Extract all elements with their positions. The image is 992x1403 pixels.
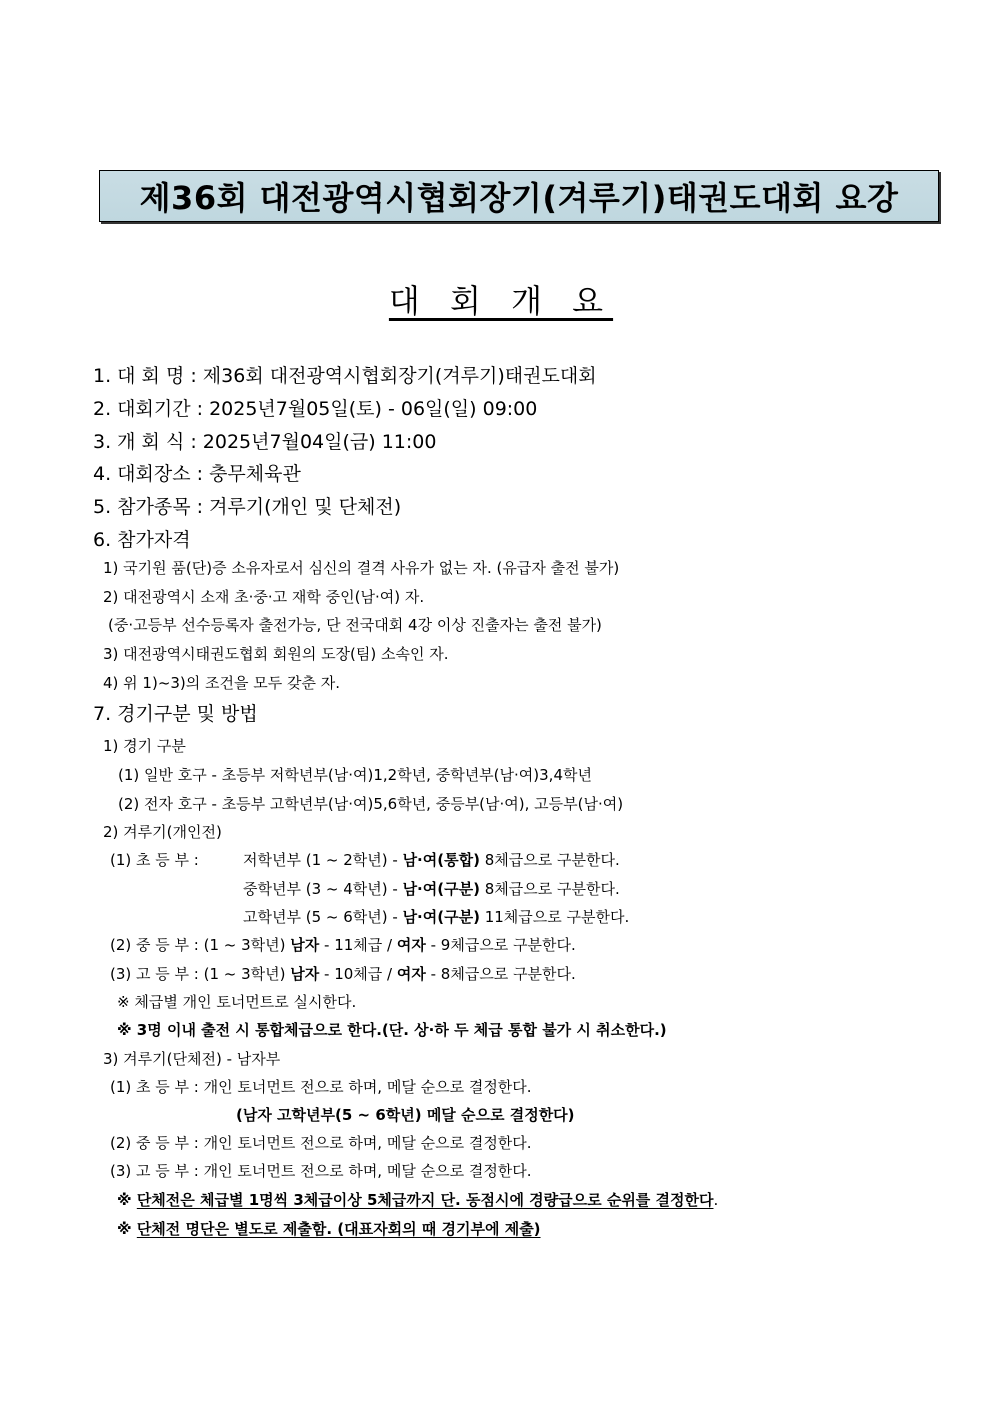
eligibility-2-note: (중·고등부 선수등록자 출전가능, 단 전국대회 4강 이상 진출자는 출전 불가) [108, 616, 602, 634]
note-period: . [713, 1191, 719, 1209]
male-label: 남자 [290, 936, 320, 954]
item-event-name: 1. 대 회 명 : 제36회 대전광역시협회장기(겨루기)태권도대회 [93, 365, 597, 387]
male-classes: - 11체급 / [319, 936, 397, 954]
individual-title: 2) 겨루기(개인전) [103, 823, 222, 841]
individual-row-2 [243, 878, 620, 899]
label: (3) 고 등 부 : (1 ~ 3학년) [110, 965, 291, 983]
male-classes: - 10체급 / [319, 965, 397, 983]
weight-classes: 8체급으로 구분한다. [479, 880, 620, 898]
division-title: 1) 경기 구분 [103, 737, 186, 755]
note-mark: ※ [117, 1191, 137, 1209]
female-label: 여자 [396, 936, 426, 954]
note-text: 단체전은 체급별 1명씩 3체급이상 5체급까지 단. 동점시에 경량급으로 순위를 결정한다 [136, 1191, 714, 1209]
item-eligibility: 6. 참가자격 [93, 529, 191, 551]
section-heading [0, 276, 992, 322]
team-elementary-note: (남자 고학년부(5 ~ 6학년) 메달 순으로 결정한다) [236, 1106, 575, 1124]
grade-range: 저학년부 (1 ~ 2학년) - [243, 851, 403, 869]
item-opening: 3. 개 회 식 : 2025년7월04일(금) 11:00 [93, 431, 437, 453]
individual-middle [110, 934, 576, 955]
individual-elementary-label: (1) 초 등 부 : [110, 851, 199, 869]
division-1: (1) 일반 호구 - 초등부 저학년부(남·여)1,2학년, 중학년부(남·여)3,4학년 [118, 766, 592, 784]
female-label: 여자 [396, 965, 426, 983]
gender-rule: 남·여(통합) [402, 851, 480, 869]
label: (2) 중 등 부 : (1 ~ 3학년) [110, 936, 291, 954]
division-2: (2) 전자 호구 - 초등부 고학년부(남·여)5,6학년, 중등부(남·여), 고등부(남·여) [118, 795, 624, 813]
individual-note-1: ※ 체급별 개인 토너먼트로 실시한다. [117, 993, 357, 1011]
item-events: 5. 참가종목 : 겨루기(개인 및 단체전) [93, 496, 402, 518]
grade-range: 중학년부 (3 ~ 4학년) - [243, 880, 403, 898]
team-note-2 [117, 1218, 541, 1239]
team-title: 3) 겨루기(단체전) - 남자부 [103, 1050, 281, 1068]
eligibility-2: 2) 대전광역시 소재 초·중·고 재학 중인(남·여) 자. [103, 588, 425, 606]
weight-classes: 11체급으로 구분한다. [479, 908, 630, 926]
document-title: 제36회 대전광역시협회장기(겨루기)태권도대회 요강 [139, 179, 899, 217]
female-classes: - 8체급으로 구분한다. [425, 965, 576, 983]
individual-row-1 [243, 849, 620, 870]
item-venue: 4. 대회장소 : 충무체육관 [93, 463, 301, 485]
weight-classes: 8체급으로 구분한다. [479, 851, 620, 869]
eligibility-3: 3) 대전광역시태권도협회 회원의 도장(팀) 소속인 자. [103, 645, 449, 663]
title-banner [99, 170, 939, 222]
female-classes: - 9체급으로 구분한다. [425, 936, 576, 954]
heading-text: 대 회 개 요 [388, 282, 614, 320]
section-competition: 7. 경기구분 및 방법 [93, 703, 258, 725]
individual-high [110, 963, 576, 984]
grade-range: 고학년부 (5 ~ 6학년) - [243, 908, 403, 926]
note-text: 단체전 명단은 별도로 제출함. (대표자회의 때 경기부에 제출) [136, 1220, 541, 1238]
team-elementary: (1) 초 등 부 : 개인 토너먼트 전으로 하며, 메달 순으로 결정한다. [110, 1078, 532, 1096]
team-note-1 [117, 1189, 718, 1210]
note-mark: ※ [117, 1220, 137, 1238]
eligibility-1: 1) 국기원 품(단)증 소유자로서 심신의 결격 사유가 없는 자. (유급자 출전 불가) [103, 559, 620, 577]
gender-rule: 남·여(구분) [402, 908, 480, 926]
gender-rule: 남·여(구분) [402, 880, 480, 898]
team-high: (3) 고 등 부 : 개인 토너먼트 전으로 하며, 메달 순으로 결정한다. [110, 1162, 532, 1180]
item-period: 2. 대회기간 : 2025년7월05일(토) - 06일(일) 09:00 [93, 398, 538, 420]
team-middle: (2) 중 등 부 : 개인 토너먼트 전으로 하며, 메달 순으로 결정한다. [110, 1134, 532, 1152]
individual-row-3 [243, 906, 629, 927]
eligibility-4: 4) 위 1)~3)의 조건을 모두 갖춘 자. [103, 674, 341, 692]
male-label: 남자 [290, 965, 320, 983]
individual-note-2: ※ 3명 이내 출전 시 통합체급으로 한다.(단. 상·하 두 체급 통합 불가 시 취소한다.) [117, 1021, 667, 1039]
